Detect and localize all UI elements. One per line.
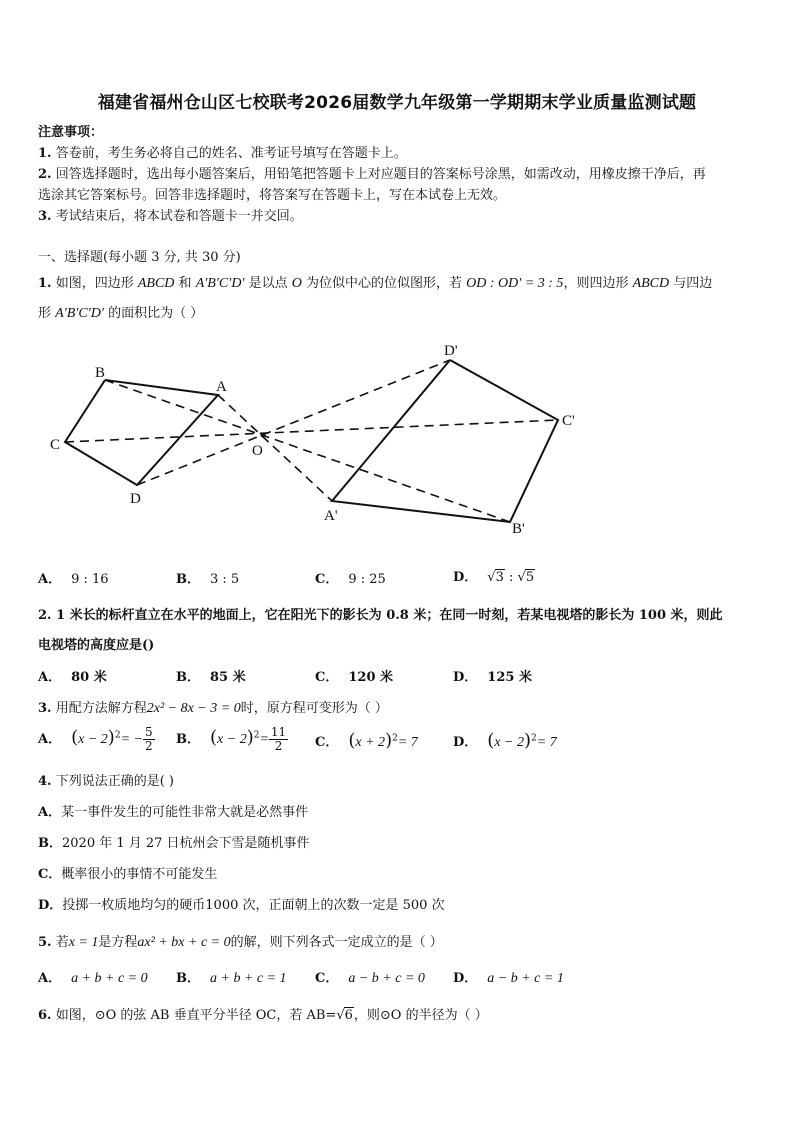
label-a: A <box>216 379 227 395</box>
section-heading: 一、选择题(每小题 3 分, 共 30 分) <box>38 250 241 265</box>
q5-option-c[interactable]: C． a − b + c = 0 <box>315 971 425 986</box>
label-d: D <box>130 491 141 507</box>
question-2-stem: 2. 1 米长的标杆直立在水平的地面上，它在阳光下的影长为 0.8 米；在同一时刻，若某电视塔的影长为 100 米，则此 <box>38 608 723 623</box>
q2-option-a[interactable]: A． 80 米 <box>38 670 107 685</box>
ray-b-bprime <box>105 380 510 522</box>
question-4-stem: 4. 下列说法正确的是( ) <box>38 774 174 789</box>
notice-item: 选涂其它答案标号。回答非选择题时，将答案写在答题卡上，写在本试卷上无效。 <box>38 188 507 203</box>
q2-option-d[interactable]: D． 125 米 <box>453 670 532 685</box>
question-1-stem-line2: 形 A′B′C′D′ 的面积比为（ ） <box>38 306 204 321</box>
q3-option-c[interactable]: C． $(x + 2)^2= 7$ <box>315 730 418 751</box>
q4-option-d[interactable]: D．投掷一枚质地均匀的硬币1000 次，正面朝上的次数一定是 500 次 <box>38 898 445 913</box>
question-5-stem: 5. 若x = 1是方程ax² + bx + c = 0的解，则下列各式一定成立的是（ ） <box>38 935 443 950</box>
notice-item: 1. 答卷前，考生务必将自己的姓名、准考证号填写在答题卡上。 <box>38 146 407 161</box>
label-c: C <box>50 437 61 453</box>
q3-option-b[interactable]: B． $(x - 2)^2=$ $\frac{11}{2}$ <box>176 725 287 753</box>
q5-option-a[interactable]: A． a + b + c = 0 <box>38 971 148 986</box>
question-1-stem: 1. 如图，四边形 ABCD 和 A′B′C′D′ 是以点 O 为位似中心的位似图形，若 OD : OD′ = 3 : 5，则四边形 ABCD 与四边 <box>38 276 713 291</box>
q5-option-b[interactable]: B． a + b + c = 1 <box>176 971 287 986</box>
q4-option-b[interactable]: B．2020 年 1 月 27 日杭州会下雪是随机事件 <box>38 836 310 851</box>
question-6-stem: 6. 如图，⊙O 的弦 AB 垂直平分半径 OC，若 AB=√6，则⊙O 的半径为（ ） <box>38 1008 488 1023</box>
ray-a-aprime <box>218 395 332 501</box>
quad-abcd-prime <box>332 360 558 522</box>
q1-option-a[interactable]: A． 9 : 16 <box>38 572 109 587</box>
q1-option-b[interactable]: B． 3 : 5 <box>176 572 240 587</box>
q4-option-c[interactable]: C．概率很小的事情不可能发生 <box>38 867 218 882</box>
notice-heading: 注意事项： <box>38 125 104 140</box>
label-a-prime: A' <box>324 508 338 524</box>
q3-option-d[interactable]: D． $(x - 2)^2= 7$ <box>453 730 557 751</box>
homothety-figure <box>40 335 600 545</box>
ray-d-dprime <box>137 360 450 485</box>
center-point-o <box>261 433 266 438</box>
notice-item: 2. 回答选择题时，选出每小题答案后，用铅笔把答题卡上对应题目的答案标号涂黑，如需改动，用橡皮擦干净后，再 <box>38 167 706 182</box>
q2-option-c[interactable]: C． 120 米 <box>315 670 394 685</box>
notice-item: 3. 考试结束后，将本试卷和答题卡一并交回。 <box>38 209 303 224</box>
q4-option-a[interactable]: A．某一事件发生的可能性非常大就是必然事件 <box>38 805 309 820</box>
label-b-prime: B' <box>512 521 525 537</box>
question-2-stem-line2: 电视塔的高度应是() <box>38 638 155 653</box>
page-title: 福建省福州仓山区七校联考2026届数学九年级第一学期期末学业质量监测试题 <box>97 93 697 113</box>
label-c-prime: C' <box>562 413 575 429</box>
ray-c-cprime <box>65 420 558 442</box>
quad-abcd <box>65 380 218 485</box>
label-b: B <box>95 365 106 381</box>
q1-option-d[interactable]: D． √3 : √5 <box>453 570 535 585</box>
question-3-stem: 3. 用配方法解方程2x² − 8x − 3 = 0时，原方程可变形为（ ） <box>38 701 388 716</box>
q1-option-c[interactable]: C． 9 : 25 <box>315 572 386 587</box>
q5-option-d[interactable]: D． a − b + c = 1 <box>453 971 564 986</box>
label-d-prime: D' <box>444 343 458 359</box>
q2-option-b[interactable]: B． 85 米 <box>176 670 246 685</box>
label-o: O <box>252 443 263 459</box>
q3-option-a[interactable]: A． $(x - 2)^2=$ − $\frac{5}{2}$ <box>38 725 153 753</box>
